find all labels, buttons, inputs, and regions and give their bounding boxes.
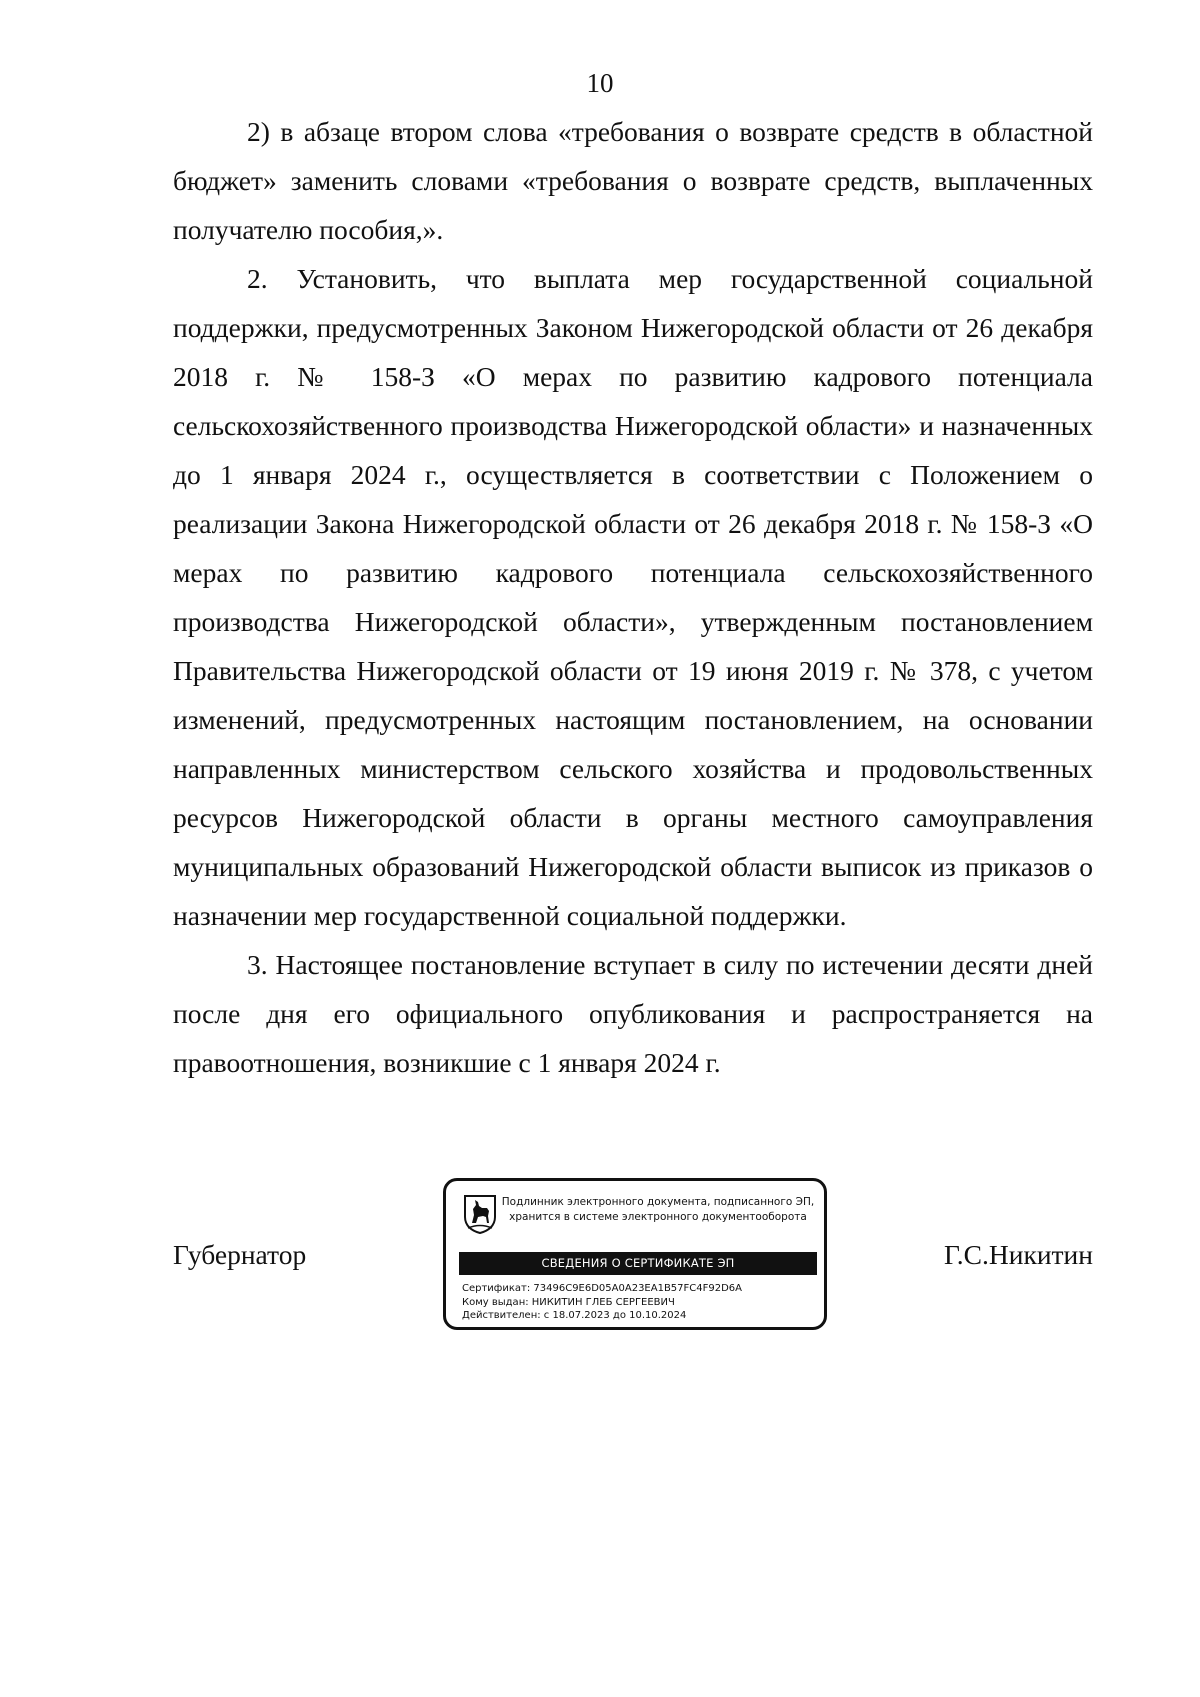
page-number: 10	[586, 68, 614, 98]
stamp-note	[496, 1195, 820, 1225]
coat-of-arms-icon	[462, 1193, 498, 1235]
paragraph-item-3: 3. Настоящее постановление вступает в силу по истечении десяти дней после дня его официального опубликования и распространяется на правоотношения, возникшие с 1 января 2024 г.	[173, 949, 1093, 1078]
signatory-position: Губернатор	[173, 1239, 307, 1270]
paragraph-item-2: 2. Установить, что выплата мер государственной социальной поддержки, предусмотренных Законом Нижегородской области от 26 декабря 2018 г. № 158-З «О мерах по развитию кадрового потенциала сельскохозяйственного производства Нижегородской области» и назначенных до 1 января 2024 г., осуществляется в соответствии с Положением о реализации Закона Нижегородской области от 26 декабря 2018 г. № 158-З «О мерах по развитию кадрового потенциала сельскохозяйственного производства Нижегородской области», утвержденным постановлением Правительства Нижегородской области от 19 июня 2019 г. № 378, с учетом изменений, предусмотренных настоящим постановлением, на основании направленных министерством сельского хозяйства и продовольственных ресурсов Нижегородской области в органы местного самоуправления муниципальных образований Нижегородской области выписок из приказов о назначении мер государственной социальной поддержки.	[173, 263, 1093, 931]
certificate-owner: Кому выдан: НИКИТИН ГЛЕБ СЕРГЕЕВИЧ	[462, 1296, 675, 1308]
stamp-note-line: хранится в системе электронного документооборота	[509, 1211, 807, 1223]
certificate-validity: Действителен: с 18.07.2023 до 10.10.2024	[462, 1310, 687, 1321]
document-body	[173, 107, 1093, 1087]
signatory-name: Г.С.Никитин	[944, 1239, 1093, 1270]
certificate-details	[462, 1282, 818, 1323]
stamp-header: СВЕДЕНИЯ О СЕРТИФИКАТЕ ЭП	[459, 1252, 817, 1275]
certificate-number: Сертификат: 73496C9E6D05A0A23EA1B57FC4F92D6A	[462, 1283, 743, 1294]
paragraph-amendment-2: 2) в абзаце втором слова «требования о возврате средств в областной бюджет» заменить словами «требования о возврате средств, выплаченных получателю пособия,».	[173, 116, 1093, 245]
stamp-note-line: Подлинник электронного документа, подписанного ЭП,	[501, 1196, 815, 1208]
electronic-signature-stamp	[443, 1178, 827, 1330]
